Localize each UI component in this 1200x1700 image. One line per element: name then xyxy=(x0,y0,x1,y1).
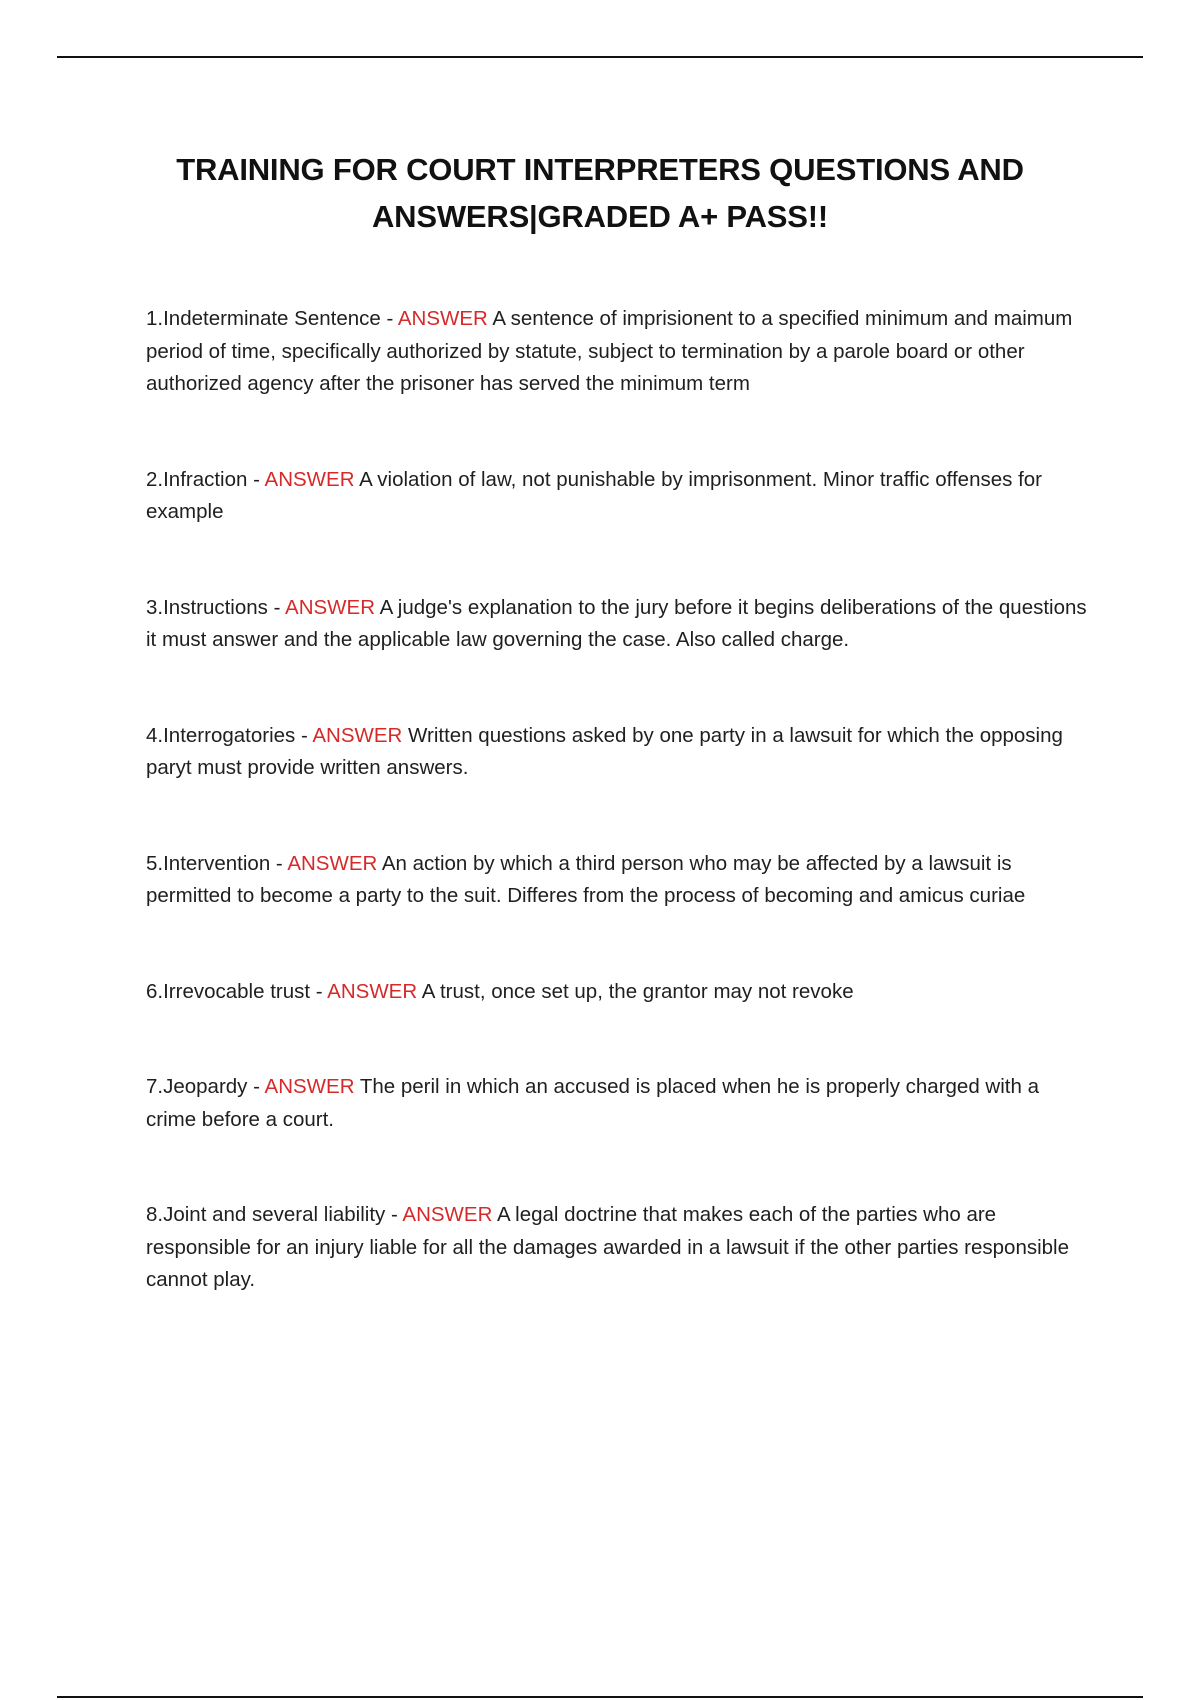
qa-definition: Written questions asked by one party in a lawsuit for which the opposing paryt must provide written answers. xyxy=(146,723,1063,779)
qa-item-8 xyxy=(146,1199,1091,1297)
answer-label: ANSWER xyxy=(402,1203,493,1226)
answer-label: ANSWER xyxy=(312,723,403,747)
title-line-2: ANSWERS|GRADED A+ PASS!! xyxy=(372,199,828,234)
qa-term: 7.Jeopardy - xyxy=(146,1075,265,1098)
answer-label: ANSWER xyxy=(287,851,378,875)
qa-list xyxy=(146,303,1091,1360)
answer-label: ANSWER xyxy=(264,467,355,491)
title-line-1: TRAINING FOR COURT INTERPRETERS QUESTIONS AND xyxy=(176,152,1024,187)
qa-term: 1.Indeterminate Sentence - xyxy=(146,307,398,330)
qa-item-3 xyxy=(146,592,1091,657)
answer-label: ANSWER xyxy=(327,979,418,1003)
qa-definition: A trust, once set up, the grantor may not revoke xyxy=(417,979,854,1003)
qa-item-6 xyxy=(146,976,1091,1009)
qa-definition: A legal doctrine that makes each of the parties who are responsible for an injury liable for all the damages awarded in a lawsuit if the other parties responsible cannot play. xyxy=(146,1203,1070,1291)
qa-definition: A violation of law, not punishable by imprisonment. Minor traffic offenses for example xyxy=(146,467,1043,523)
qa-term: 4.Interrogatories - xyxy=(146,723,313,747)
header-rule xyxy=(57,56,1143,58)
answer-label: ANSWER xyxy=(285,595,375,619)
document-title xyxy=(160,146,1040,240)
qa-term: 6.Irrevocable trust - xyxy=(146,979,328,1003)
qa-item-2 xyxy=(146,464,1091,529)
footer-rule xyxy=(57,1696,1143,1698)
answer-label: ANSWER xyxy=(264,1075,355,1098)
qa-item-7 xyxy=(146,1071,1091,1136)
qa-item-1 xyxy=(146,303,1091,401)
qa-definition: An action by which a third person who may be affected by a lawsuit is permitted to become a party to the suit. Differes from the process of becoming and amicus curiae xyxy=(146,851,1026,907)
qa-definition: The peril in which an accused is placed when he is properly charged with a crime before a court. xyxy=(146,1075,1039,1131)
qa-term: 2.Infraction - xyxy=(146,467,265,491)
qa-term: 3.Instructions - xyxy=(146,595,286,619)
qa-definition: A judge's explanation to the jury before it begins deliberations of the questions it must answer and the applicable law governing the case. Also called charge. xyxy=(146,595,1087,651)
qa-term: 8.Joint and several liability - xyxy=(146,1203,403,1226)
qa-item-5 xyxy=(146,848,1091,913)
qa-item-4 xyxy=(146,720,1091,785)
qa-term: 5.Intervention - xyxy=(146,851,288,875)
answer-label: ANSWER xyxy=(397,307,488,330)
qa-definition: A sentence of imprisionent to a specified minimum and maimum period of time, specifically authorized by statute, subject to termination by a parole board or other authorized agency after the prisoner has served the minimum term xyxy=(146,307,1073,395)
